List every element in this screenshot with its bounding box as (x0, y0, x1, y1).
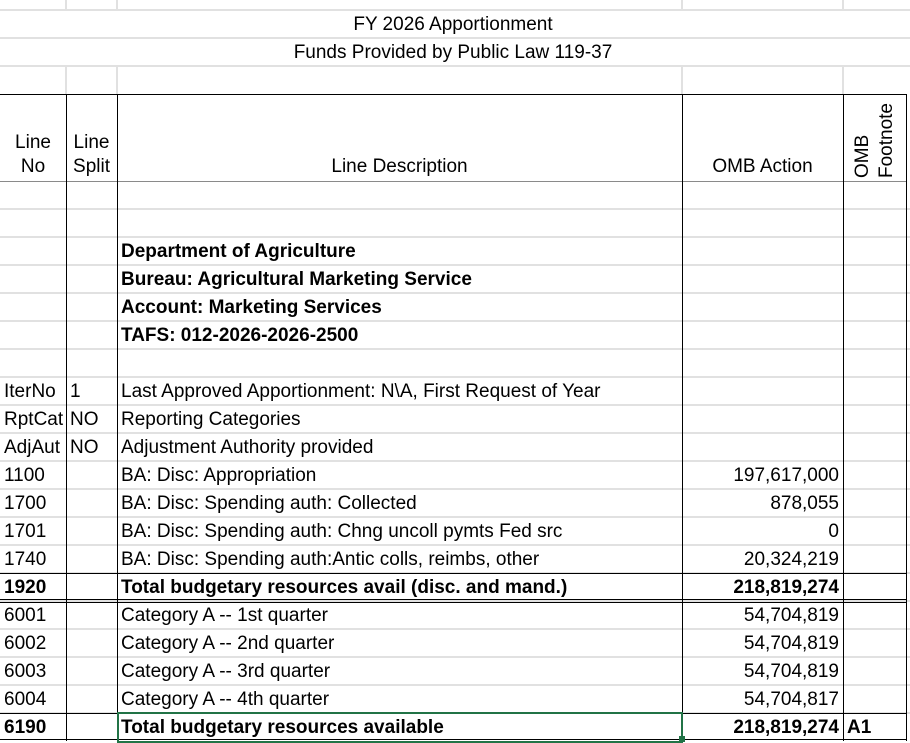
line-no-cell[interactable]: 1740 (4, 549, 47, 570)
tafs-label[interactable]: TAFS: 012-2026-2026-2500 (121, 325, 359, 346)
line-no-cell[interactable]: 1701 (4, 521, 47, 542)
adjaut-description[interactable]: Adjustment Authority provided (121, 437, 374, 458)
omb-footnote-cell[interactable] (843, 490, 906, 518)
line-description-cell[interactable]: Category A -- 1st quarter (121, 605, 328, 626)
line-no-cell[interactable]: 6190 (4, 717, 47, 738)
header-line-split-1: Line (73, 132, 110, 153)
line-split-cell[interactable] (66, 546, 117, 574)
omb-action-cell[interactable]: 0 (828, 521, 839, 542)
rptcat-description[interactable]: Reporting Categories (121, 409, 301, 430)
line-description-cell[interactable]: Category A -- 3rd quarter (121, 661, 331, 682)
line-description-cell[interactable]: BA: Disc: Spending auth: Collected (121, 493, 417, 514)
gridline (116, 0, 118, 10)
omb-action-cell[interactable]: 54,704,819 (743, 633, 839, 654)
line-split-cell[interactable] (66, 462, 117, 490)
line-split-cell[interactable] (66, 574, 117, 602)
header-line-split-2: Split (73, 156, 110, 177)
col-border (906, 94, 907, 741)
line-split-cell[interactable] (66, 490, 117, 518)
line-description-cell[interactable]: BA: Disc: Spending auth:Antic colls, reimbs, other (121, 549, 540, 570)
gridline (116, 66, 118, 94)
header-line-no[interactable] (0, 131, 66, 179)
report-title: FY 2026 Apportionment (353, 14, 553, 35)
adjaut-value[interactable]: NO (70, 437, 99, 458)
header-top-border (0, 94, 907, 95)
omb-footnote-cell[interactable] (843, 518, 906, 546)
bureau-label[interactable]: Bureau: Agricultural Marketing Service (121, 269, 472, 290)
gridline (842, 66, 844, 94)
omb-action-cell[interactable]: 54,704,819 (743, 661, 839, 682)
omb-footnote-cell[interactable] (843, 574, 906, 602)
gridline (681, 0, 683, 10)
gridline (0, 208, 910, 210)
line-description-cell[interactable]: BA: Disc: Spending auth: Chng uncoll pymts Fed src (121, 521, 563, 542)
omb-footnote-cell[interactable] (843, 686, 906, 714)
omb-action-cell[interactable]: 218,819,274 (733, 577, 839, 598)
gridline (681, 66, 683, 94)
line-split-cell[interactable] (66, 630, 117, 658)
omb-footnote-cell[interactable] (843, 602, 906, 630)
gridline (65, 66, 67, 94)
line-no-cell[interactable]: 1700 (4, 493, 47, 514)
header-omb-footnote-2: Footnote (876, 103, 897, 178)
header-line-no-2: No (20, 156, 46, 177)
line-no-cell[interactable]: 6003 (4, 661, 47, 682)
account-label[interactable]: Account: Marketing Services (121, 297, 382, 318)
line-description-cell[interactable]: Category A -- 4th quarter (121, 689, 330, 710)
header-omb-footnote[interactable] (843, 94, 906, 181)
header-line-description[interactable]: Line Description (331, 156, 468, 177)
line-no-cell[interactable]: 6002 (4, 633, 47, 654)
iterno-label[interactable]: IterNo (4, 381, 56, 402)
selected-cell-outline (117, 712, 683, 743)
line-split-cell[interactable] (66, 658, 117, 686)
line-split-cell[interactable] (66, 686, 117, 714)
omb-action-cell[interactable]: 197,617,000 (733, 465, 839, 486)
line-no-cell[interactable]: 1100 (4, 465, 45, 486)
total-1920-double-border-1 (0, 599, 907, 600)
header-omb-footnote-1: OMB (852, 134, 873, 178)
omb-action-cell[interactable]: 54,704,819 (743, 605, 839, 626)
line-split-cell[interactable] (66, 602, 117, 630)
rptcat-value[interactable]: NO (70, 409, 99, 430)
line-split-cell[interactable] (66, 518, 117, 546)
omb-action-cell[interactable]: 218,819,274 (733, 717, 839, 738)
gridline (842, 0, 844, 10)
header-bottom-border (0, 181, 907, 182)
header-line-no-1: Line (15, 132, 51, 153)
omb-footnote-cell[interactable] (843, 630, 906, 658)
omb-action-cell[interactable]: 20,324,219 (743, 549, 839, 570)
gridline (65, 0, 67, 10)
line-description-cell[interactable]: BA: Disc: Appropriation (121, 465, 317, 486)
omb-action-cell[interactable]: 878,055 (770, 493, 839, 514)
line-description-cell[interactable]: Total budgetary resources avail (disc. and mand.) (121, 577, 568, 598)
line-description-cell[interactable]: Category A -- 2nd quarter (121, 633, 335, 654)
header-omb-action[interactable]: OMB Action (712, 156, 813, 177)
line-split-cell[interactable] (66, 714, 117, 742)
total-1920-top-border (0, 573, 907, 574)
omb-footnote-cell[interactable] (843, 462, 906, 490)
omb-footnote-cell[interactable] (843, 658, 906, 686)
line-no-cell[interactable]: 1920 (4, 577, 47, 598)
rptcat-label[interactable]: RptCat (4, 409, 64, 430)
department-label[interactable]: Department of Agriculture (121, 241, 356, 262)
report-subtitle: Funds Provided by Public Law 119-37 (293, 42, 613, 63)
omb-action-cell[interactable]: 54,704,817 (743, 689, 839, 710)
line-no-cell[interactable]: 6004 (4, 689, 47, 710)
iterno-value[interactable]: 1 (70, 381, 81, 402)
iterno-description[interactable]: Last Approved Apportionment: N\A, First Request of Year (121, 381, 601, 402)
total-1920-double-border-2 (0, 602, 907, 603)
adjaut-label[interactable]: AdjAut (4, 437, 60, 458)
fill-handle[interactable] (679, 736, 685, 742)
line-description-cell[interactable]: Total budgetary resources available (121, 717, 444, 738)
header-line-split[interactable] (66, 131, 117, 179)
omb-footnote-cell[interactable] (843, 546, 906, 574)
omb-footnote-cell[interactable]: A1 (847, 717, 872, 738)
line-no-cell[interactable]: 6001 (4, 605, 47, 626)
